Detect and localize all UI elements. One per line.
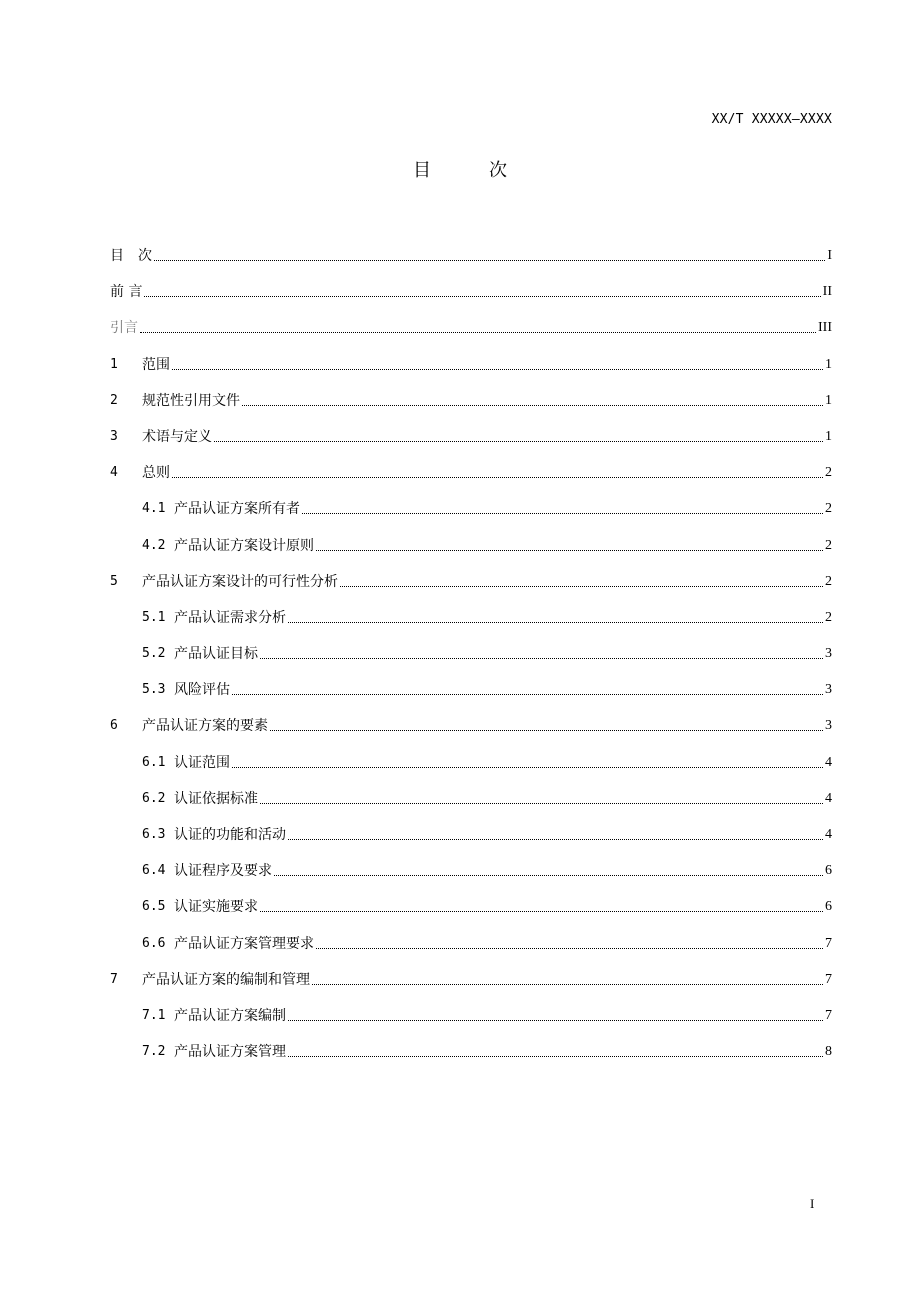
- toc-entry-number: 3: [110, 428, 118, 444]
- toc-entry-page: 7: [825, 1007, 832, 1023]
- standard-code: XX/T XXXXX—XXXX: [711, 112, 832, 127]
- toc-entry[interactable]: [110, 1042, 832, 1078]
- toc-dot-leader: [172, 463, 823, 478]
- toc-entry-label: 目 次: [110, 248, 152, 264]
- toc-entry[interactable]: [110, 427, 832, 463]
- toc-dot-leader: [232, 753, 823, 768]
- toc-entry-label: 产品认证目标: [174, 646, 258, 663]
- toc-dot-leader: [144, 282, 820, 297]
- toc-entry-number: 6.4: [142, 863, 166, 879]
- toc-dot-leader: [172, 355, 823, 370]
- toc-entry-number: 6.5: [142, 899, 166, 915]
- toc-entry[interactable]: [110, 1006, 832, 1042]
- toc-entry[interactable]: [110, 246, 832, 282]
- toc-entry-page: 3: [825, 682, 832, 698]
- toc-entry-label: 产品认证需求分析: [174, 609, 286, 626]
- toc-entry-label: 总则: [142, 465, 170, 482]
- toc-entry-page: 7: [825, 935, 832, 951]
- toc-entry-number: 5.2: [142, 646, 166, 662]
- toc-dot-leader: [288, 1006, 823, 1021]
- toc-entry-number: 7: [110, 971, 118, 987]
- toc-entry[interactable]: [110, 716, 832, 752]
- toc-entry-page: 2: [825, 501, 832, 517]
- toc-entry-page: 3: [825, 718, 832, 734]
- toc-entry-number: 7.1: [142, 1007, 166, 1023]
- toc-entry-number: 4: [110, 465, 118, 481]
- toc-entry[interactable]: [110, 282, 832, 318]
- toc-entry-number: 5.3: [142, 682, 166, 698]
- toc-dot-leader: [288, 608, 823, 623]
- toc-entry-number: 6: [110, 718, 118, 734]
- toc-dot-leader: [232, 680, 823, 695]
- toc-dot-leader: [260, 644, 823, 659]
- toc-entry-number: 4.2: [142, 537, 166, 553]
- toc-dot-leader: [312, 970, 823, 985]
- toc-dot-leader: [316, 536, 823, 551]
- toc-entry[interactable]: [110, 644, 832, 680]
- toc-entry-number: 2: [110, 392, 118, 408]
- toc-entry-page: 6: [825, 863, 832, 879]
- toc-entry-page: 2: [825, 465, 832, 481]
- toc-dot-leader: [260, 789, 823, 804]
- toc-dot-leader: [140, 318, 816, 333]
- toc-entry[interactable]: [110, 499, 832, 535]
- toc-entry-page: 1: [825, 392, 832, 408]
- toc-entry-page: I: [827, 248, 832, 263]
- toc-entry-label: 规范性引用文件: [142, 392, 240, 409]
- toc-entry-label: 范围: [142, 356, 170, 373]
- toc-entry[interactable]: [110, 789, 832, 825]
- toc-entry-number: 6.3: [142, 827, 166, 842]
- toc-entry-label: 认证实施要求: [174, 899, 258, 916]
- toc-entry-number: 5: [110, 573, 118, 589]
- toc-entry[interactable]: [110, 970, 832, 1006]
- toc-entry-label: 认证的功能和活动: [174, 827, 286, 843]
- toc-dot-leader: [260, 897, 823, 912]
- toc-dot-leader: [274, 861, 823, 876]
- toc-entry[interactable]: [110, 680, 832, 716]
- toc-entry-page: 1: [825, 356, 832, 372]
- toc-entry[interactable]: [110, 536, 832, 572]
- toc-entry-label: 产品认证方案的要素: [142, 718, 268, 735]
- toc-entry-label: 产品认证方案设计原则: [174, 537, 314, 554]
- toc-entry-label: 术语与定义: [142, 428, 212, 445]
- toc-entry-label: 认证依据标准: [174, 790, 258, 807]
- toc-entry-page: 2: [825, 573, 832, 589]
- toc-entry-number: 6.6: [142, 935, 166, 951]
- toc-entry-number: 6.1: [142, 754, 166, 770]
- toc-dot-leader: [288, 825, 823, 840]
- toc-entry-page: 4: [825, 827, 832, 842]
- page-number: I: [810, 1196, 815, 1211]
- toc-entry-label: 认证程序及要求: [174, 863, 272, 880]
- toc-dot-leader: [270, 716, 823, 731]
- toc-entry[interactable]: [110, 861, 832, 897]
- toc-entry-label: 前 言: [110, 284, 143, 301]
- toc-entry[interactable]: [110, 608, 832, 644]
- toc-entry-label: 引言: [110, 320, 138, 337]
- toc-entry-page: 6: [825, 899, 832, 915]
- toc-entry-number: 7.2: [142, 1044, 166, 1060]
- toc-entry[interactable]: [110, 463, 832, 499]
- toc-entry-label: 产品认证方案所有者: [174, 501, 300, 518]
- toc-title: 目 次: [413, 160, 527, 181]
- toc-entry-number: 4.1: [142, 501, 166, 517]
- toc-entry[interactable]: [110, 825, 832, 861]
- toc-entry[interactable]: [110, 897, 832, 933]
- toc-entry[interactable]: [110, 572, 832, 608]
- toc-entry-label: 产品认证方案设计的可行性分析: [142, 573, 338, 590]
- toc-entry-number: 1: [110, 356, 118, 372]
- toc-entry[interactable]: [110, 318, 832, 354]
- toc-entry-page: 2: [825, 609, 832, 625]
- toc-entry-label: 产品认证方案管理: [174, 1044, 286, 1061]
- toc-entry-label: 产品认证方案编制: [174, 1007, 286, 1024]
- toc-entry-page: II: [822, 284, 832, 300]
- toc-entry[interactable]: [110, 753, 832, 789]
- toc-dot-leader: [316, 934, 823, 949]
- toc-dot-leader: [214, 427, 823, 442]
- toc-entry-page: III: [818, 320, 832, 336]
- toc-dot-leader: [288, 1042, 823, 1057]
- toc-dot-leader: [340, 572, 823, 587]
- toc-entry-label: 产品认证方案的编制和管理: [142, 971, 310, 988]
- toc-entry-page: 8: [825, 1044, 832, 1060]
- toc-entry-label: 产品认证方案管理要求: [174, 935, 314, 952]
- toc-entry-label: 风险评估: [174, 682, 230, 699]
- table-of-contents: [110, 246, 832, 1078]
- toc-entry-label: 认证范围: [174, 754, 230, 771]
- toc-entry[interactable]: [110, 934, 832, 970]
- toc-entry-page: 7: [825, 971, 832, 987]
- toc-entry-page: 4: [825, 790, 832, 806]
- toc-entry[interactable]: [110, 355, 832, 391]
- toc-entry-page: 4: [825, 754, 832, 770]
- toc-entry-number: 5.1: [142, 609, 166, 625]
- toc-entry-page: 1: [825, 428, 832, 444]
- toc-entry-page: 3: [825, 646, 832, 662]
- toc-entry-number: 6.2: [142, 790, 166, 806]
- toc-entry[interactable]: [110, 391, 832, 427]
- toc-entry-page: 2: [825, 537, 832, 553]
- toc-dot-leader: [242, 391, 823, 406]
- toc-dot-leader: [302, 499, 823, 514]
- toc-dot-leader: [154, 246, 825, 261]
